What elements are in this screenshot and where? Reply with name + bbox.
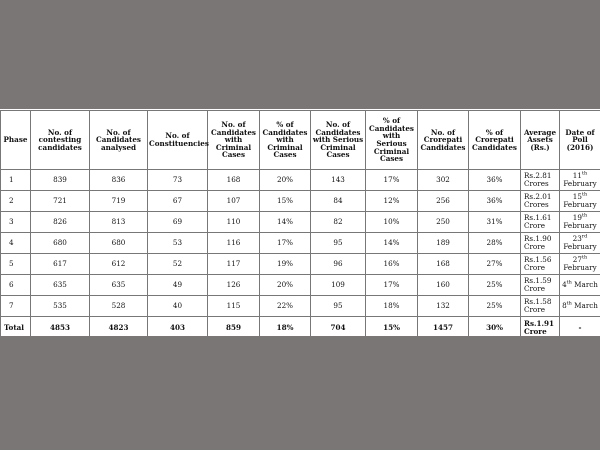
- header-poll-date: Date of Poll (2016): [560, 111, 600, 170]
- cell-constituencies: 40: [148, 296, 208, 317]
- cell-poll-date: [560, 296, 600, 317]
- assets-unit: Crore: [524, 242, 545, 251]
- poll-day-suffix: th: [581, 255, 588, 262]
- poll-day-suffix: th: [581, 213, 588, 220]
- cell-assets: [521, 254, 560, 275]
- cell-crorepati: 250: [418, 212, 469, 233]
- header-phase: Phase: [1, 111, 31, 170]
- table-row: [1, 254, 600, 275]
- cell-analysed: 836: [90, 170, 148, 191]
- total-serious: 704: [311, 317, 366, 339]
- poll-month: February: [563, 263, 597, 272]
- cell-criminal: 115: [208, 296, 260, 317]
- cell-phase: 5: [1, 254, 31, 275]
- cell-serious: 143: [311, 170, 366, 191]
- cell-poll-date: [560, 191, 600, 212]
- assets-unit: Crores: [524, 179, 549, 188]
- cell-pct-serious: 18%: [366, 296, 418, 317]
- cell-pct-serious: 17%: [366, 275, 418, 296]
- cell-pct-criminal: 17%: [260, 233, 311, 254]
- cell-phase: 2: [1, 191, 31, 212]
- cell-pct-crorepati: 31%: [469, 212, 521, 233]
- cell-analysed: 719: [90, 191, 148, 212]
- total-crorepati: 1457: [418, 317, 469, 339]
- cell-pct-criminal: 20%: [260, 275, 311, 296]
- cell-contesting: 839: [31, 170, 90, 191]
- cell-serious: 109: [311, 275, 366, 296]
- cell-pct-criminal: 15%: [260, 191, 311, 212]
- cell-poll-date: [560, 275, 600, 296]
- cell-assets: [521, 170, 560, 191]
- cell-assets: [521, 296, 560, 317]
- cell-phase: 3: [1, 212, 31, 233]
- cell-constituencies: 69: [148, 212, 208, 233]
- assets-amount: Rs.1.91: [524, 318, 555, 328]
- cell-phase: 1: [1, 170, 31, 191]
- poll-month: February: [563, 200, 597, 209]
- cell-analysed: 813: [90, 212, 148, 233]
- cell-pct-crorepati: 25%: [469, 296, 521, 317]
- cell-analysed: 612: [90, 254, 148, 275]
- cell-criminal: 126: [208, 275, 260, 296]
- total-criminal: 859: [208, 317, 260, 339]
- total-pct-criminal: 18%: [260, 317, 311, 339]
- cell-poll-date: [560, 233, 600, 254]
- cell-contesting: 635: [31, 275, 90, 296]
- cell-poll-date: [560, 212, 600, 233]
- table-row: [1, 275, 600, 296]
- assets-unit: Crore: [524, 305, 545, 314]
- table-row: [1, 296, 600, 317]
- poll-day-suffix: th: [581, 192, 588, 199]
- total-assets: [521, 317, 560, 339]
- cell-contesting: 617: [31, 254, 90, 275]
- total-pct-crorepati: 30%: [469, 317, 521, 339]
- header-serious: No. of Candidates with Serious Criminal Cases: [311, 111, 366, 170]
- cell-contesting: 535: [31, 296, 90, 317]
- total-contesting: 4853: [31, 317, 90, 339]
- total-constituencies: 403: [148, 317, 208, 339]
- total-pct-serious: 15%: [366, 317, 418, 339]
- cell-phase: 4: [1, 233, 31, 254]
- assets-amount: Rs.1.59: [524, 276, 552, 286]
- cell-poll-date: [560, 254, 600, 275]
- cell-contesting: 721: [31, 191, 90, 212]
- cell-crorepati: 189: [418, 233, 469, 254]
- header-row: [1, 111, 600, 170]
- cell-serious: 95: [311, 233, 366, 254]
- total-analysed: 4823: [90, 317, 148, 339]
- poll-month: February: [563, 242, 597, 251]
- table-row: [1, 233, 600, 254]
- header-analysed: No. of Candidates analysed: [90, 111, 148, 170]
- assets-unit: Crore: [524, 221, 545, 230]
- cell-pct-criminal: 19%: [260, 254, 311, 275]
- poll-month: February: [563, 221, 597, 230]
- cell-serious: 95: [311, 296, 366, 317]
- cell-crorepati: 302: [418, 170, 469, 191]
- cell-serious: 82: [311, 212, 366, 233]
- cell-analysed: 680: [90, 233, 148, 254]
- cell-pct-criminal: 22%: [260, 296, 311, 317]
- cell-pct-crorepati: 27%: [469, 254, 521, 275]
- poll-day: 8: [562, 301, 567, 311]
- cell-crorepati: 160: [418, 275, 469, 296]
- total-row: [1, 317, 600, 339]
- cell-poll-date: [560, 170, 600, 191]
- poll-month: March: [574, 280, 598, 290]
- cell-criminal: 110: [208, 212, 260, 233]
- assets-amount: Rs.2.81: [524, 171, 552, 181]
- cell-criminal: 107: [208, 191, 260, 212]
- cell-pct-crorepati: 36%: [469, 170, 521, 191]
- cell-pct-crorepati: 25%: [469, 275, 521, 296]
- poll-day: 11: [572, 171, 582, 181]
- assets-amount: Rs.1.90: [524, 234, 552, 244]
- cell-assets: [521, 275, 560, 296]
- assets-unit: Crore: [524, 284, 545, 293]
- cell-pct-criminal: 20%: [260, 170, 311, 191]
- cell-serious: 84: [311, 191, 366, 212]
- cell-constituencies: 52: [148, 254, 208, 275]
- header-pct-serious: % of Candidates with Serious Criminal Cases: [366, 111, 418, 170]
- cell-pct-serious: 14%: [366, 233, 418, 254]
- table-row: [1, 170, 600, 191]
- cell-criminal: 168: [208, 170, 260, 191]
- cell-assets: [521, 191, 560, 212]
- poll-month: February: [563, 179, 597, 188]
- poll-day: 4: [562, 280, 567, 290]
- cell-criminal: 116: [208, 233, 260, 254]
- candidates-analysis-table: [0, 110, 600, 339]
- cell-assets: [521, 233, 560, 254]
- poll-day: 19: [572, 213, 582, 223]
- assets-unit: Crore: [524, 263, 545, 272]
- cell-contesting: 826: [31, 212, 90, 233]
- header-crorepati: No. of Crorepati Candidates: [418, 111, 469, 170]
- poll-day-suffix: rd: [581, 234, 588, 241]
- poll-month: March: [574, 301, 598, 311]
- data-table-sheet: [0, 109, 600, 336]
- cell-pct-crorepati: 36%: [469, 191, 521, 212]
- assets-amount: Rs.1.58: [524, 297, 552, 307]
- cell-constituencies: 49: [148, 275, 208, 296]
- cell-pct-serious: 16%: [366, 254, 418, 275]
- cell-pct-serious: 12%: [366, 191, 418, 212]
- cell-serious: 96: [311, 254, 366, 275]
- assets-unit: Crore: [524, 326, 547, 336]
- header-pct-criminal: % of Candidates with Criminal Cases: [260, 111, 311, 170]
- poll-day-suffix: th: [566, 279, 572, 286]
- cell-crorepati: 168: [418, 254, 469, 275]
- cell-crorepati: 132: [418, 296, 469, 317]
- cell-criminal: 117: [208, 254, 260, 275]
- total-label: Total: [1, 317, 31, 339]
- header-criminal: No. of Candidates with Criminal Cases: [208, 111, 260, 170]
- cell-constituencies: 67: [148, 191, 208, 212]
- cell-pct-criminal: 14%: [260, 212, 311, 233]
- poll-day: 15: [572, 192, 582, 202]
- cell-analysed: 528: [90, 296, 148, 317]
- cell-pct-serious: 17%: [366, 170, 418, 191]
- cell-phase: 7: [1, 296, 31, 317]
- table-row: [1, 212, 600, 233]
- cell-contesting: 680: [31, 233, 90, 254]
- header-constituencies: No. of Constituencies: [148, 111, 208, 170]
- assets-amount: Rs.2.01: [524, 192, 552, 202]
- cell-crorepati: 256: [418, 191, 469, 212]
- cell-phase: 6: [1, 275, 31, 296]
- cell-constituencies: 73: [148, 170, 208, 191]
- poll-day-suffix: th: [566, 300, 572, 307]
- total-poll-date: -: [560, 317, 600, 339]
- header-assets: Average Assets (Rs.): [521, 111, 560, 170]
- cell-pct-crorepati: 28%: [469, 233, 521, 254]
- poll-day: 27: [572, 255, 582, 265]
- header-pct-crorepati: % of Crorepati Candidates: [469, 111, 521, 170]
- assets-unit: Crores: [524, 200, 549, 209]
- cell-constituencies: 53: [148, 233, 208, 254]
- header-contesting: No. of contesting candidates: [31, 111, 90, 170]
- assets-amount: Rs.1.56: [524, 255, 552, 265]
- poll-day: 23: [572, 234, 582, 244]
- cell-pct-serious: 10%: [366, 212, 418, 233]
- assets-amount: Rs.1.61: [524, 213, 552, 223]
- poll-day-suffix: th: [581, 171, 588, 178]
- table-row: [1, 191, 600, 212]
- cell-assets: [521, 212, 560, 233]
- cell-analysed: 635: [90, 275, 148, 296]
